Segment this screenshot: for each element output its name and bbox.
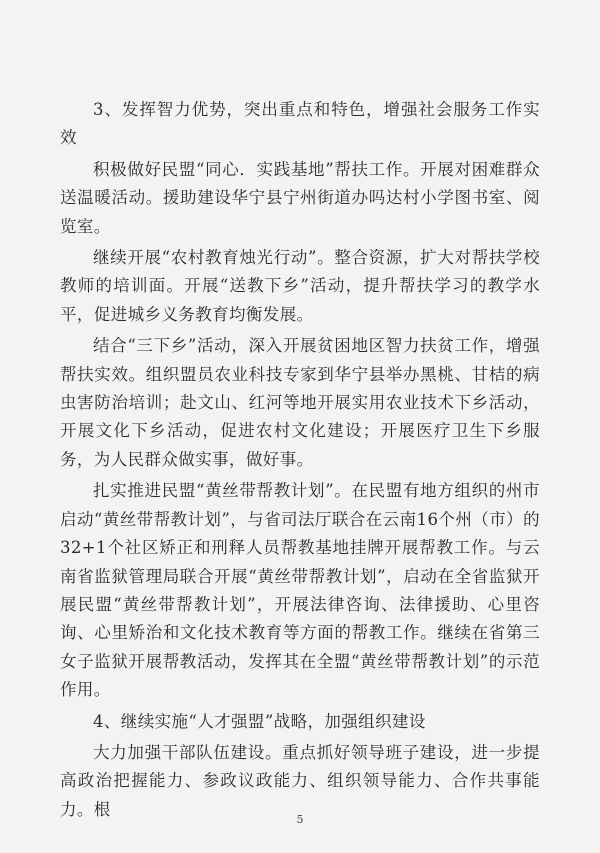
section-heading-3: 3、发挥智力优势，突出重点和特色，增强社会服务工作实效	[60, 100, 540, 148]
page-number: 5	[296, 813, 304, 826]
paragraph-candlelight-action: 继续开展“农村教育烛光行动”。整合资源，扩大对帮扶学校教师的培训面。开展“送教下乡”活动，提升帮扶学习的教学水平，促进城乡义务教育均衡发展。	[60, 248, 540, 324]
paragraph-cadre-building: 大力加强干部队伍建设。重点抓好领导班子建设，进一步提高政治把握能力、参政议政能力、组织领导能力、合作共事能力。根	[60, 742, 540, 819]
document-body	[60, 96, 540, 827]
paragraph-yellow-ribbon: 扎实推进民盟“黄丝带帮教计划”。在民盟有地方组织的州市启动“黄丝带帮教计划”，与省司法厅联合在云南16个州（市）的32+1个社区矫正和刑释人员帮教基地挂牌开展帮教工作。与云南省监狱管理局联合开展“黄丝带帮教计划”，启动在全省监狱开展民盟“黄丝带帮教计划”，开展法律咨询、法律援助、心里咨询、心里矫治和文化技术教育等方面的帮教工作。继续在省第三女子监狱开展帮教活动，发挥其在全盟“黄丝带帮教计划”的示范作用。	[60, 481, 540, 700]
paragraph-tongxin-base: 积极做好民盟“同心．实践基地”帮扶工作。开展对困难群众送温暖活动。援助建设华宁县宁州街道办吗达村小学图书室、阅览室。	[60, 159, 540, 236]
paragraph-three-to-countryside: 结合“三下乡”活动，深入开展贫困地区智力扶贫工作，增强帮扶实效。组织盟员农业科技专家到华宁县举办黑桃、甘桔的病虫害防治培训；赴文山、红河等地开展实用农业技术下乡活动，开展文化下乡活动，促进农村文化建设；开展医疗卫生下乡服务，为人民群众做实事，做好事。	[60, 336, 540, 469]
section-heading-4: 4、继续实施“人才强盟”战略，加强组织建设	[93, 711, 426, 731]
